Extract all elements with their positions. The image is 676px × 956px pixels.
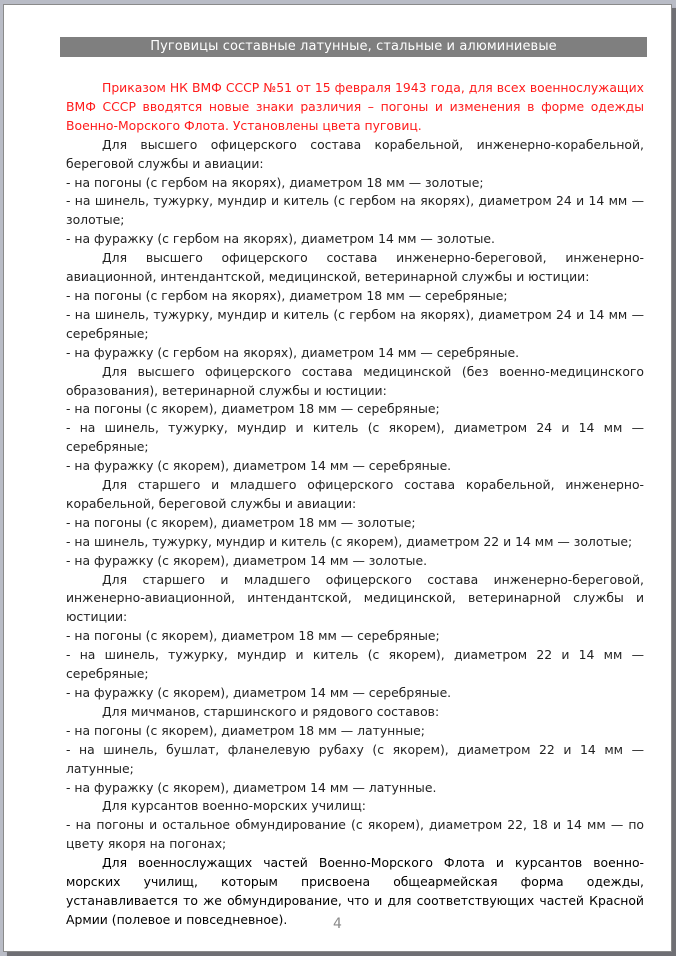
list-item: - на шинель, тужурку, мундир и китель (с якорем), диаметром 24 и 14 мм — серебряные; xyxy=(66,420,644,455)
section-heading: Для высшего офицерского состава инженерно-береговой, инженерно-авиационной, интендантской, медицинской, ветеринарной службы и юстиции: xyxy=(66,250,644,285)
list-item: - на фуражку (с якорем), диаметром 14 мм — золотые. xyxy=(66,552,428,568)
section-2 xyxy=(66,249,644,362)
list-item: - на фуражку (с якорем), диаметром 14 мм — латунные. xyxy=(66,779,437,795)
section-header-bar xyxy=(60,37,647,57)
section-1 xyxy=(66,136,644,249)
list-item: - на шинель, тужурку, мундир и китель (с гербом на якорях), диаметром 24 и 14 мм — серебряные; xyxy=(66,306,644,341)
closing-paragraph: Для военнослужащих частей Военно-Морского Флота и курсантов военно-морских училищ, которым присвоена общеармейская форма одежды, устанавливается то же обмундирование, что и для соответствующих частей Красной Армии (полевое и повседневное). xyxy=(66,855,644,927)
section-heading: Для мичманов, старшинского и рядового составов: xyxy=(102,703,440,719)
section-5 xyxy=(66,571,644,703)
list-item: - на шинель, тужурку, мундир и китель (с якорем), диаметром 22 и 14 мм — золотые; xyxy=(66,533,633,549)
section-heading: Для курсантов военно-морских училищ: xyxy=(102,798,366,814)
list-item: - на шинель, тужурку, мундир и китель (с якорем), диаметром 22 и 14 мм — серебряные; xyxy=(66,647,644,682)
section-3 xyxy=(66,363,644,476)
section-6 xyxy=(66,703,644,798)
list-item: - на погоны (с якорем), диаметром 18 мм — серебряные; xyxy=(66,401,440,417)
section-title: Пуговицы составные латунные, стальные и алюминиевые xyxy=(150,39,557,54)
document-page xyxy=(3,4,672,952)
document-body xyxy=(66,79,644,930)
section-7 xyxy=(66,797,644,854)
list-item: - на фуражку (с якорем), диаметром 14 мм — серебряные. xyxy=(66,685,452,700)
intro-paragraph: Приказом НК ВМФ СССР №51 от 15 февраля 1943 года, для всех военнослужащих ВМФ СССР вводятся новые знаки различия – погоны и изменения в форме одежды Военно-Морского Флота. Установлены цвета пуговиц. xyxy=(66,80,644,133)
list-item: - на погоны (с якорем), диаметром 18 мм — золотые; xyxy=(66,514,416,530)
list-item: - на погоны (с гербом на якорях), диаметром 18 мм — серебряные; xyxy=(66,287,508,303)
section-heading: Для высшего офицерского состава корабельной, инженерно-корабельной, береговой службы и авиации: xyxy=(66,136,644,171)
list-item: - на погоны (с гербом на якорях), диаметром 18 мм — золотые; xyxy=(66,174,484,190)
section-heading: Для старшего и младшего офицерского состава инженерно-береговой, инженерно-авиационной, интендантской, медицинской, ветеринарной службы и юстиции: xyxy=(66,571,644,625)
list-item: - на погоны (с якорем), диаметром 18 мм — латунные; xyxy=(66,722,425,738)
list-item: - на погоны (с якорем), диаметром 18 мм — серебряные; xyxy=(66,628,440,644)
section-heading: Для высшего офицерского состава медицинской (без военно-медицинского образования), ветеринарной службы и юстиции: xyxy=(66,363,644,398)
list-item: - на фуражку (с якорем), диаметром 14 мм — серебряные. xyxy=(66,458,452,474)
list-item: - на погоны и остальное обмундирование (с якорем), диаметром 22, 18 и 14 мм — по цвету якоря на погонах; xyxy=(66,817,644,852)
list-item: - на фуражку (с гербом на якорях), диаметром 14 мм — золотые. xyxy=(66,231,495,247)
list-item: - на шинель, тужурку, мундир и китель (с гербом на якорях), диаметром 24 и 14 мм — золотые; xyxy=(66,193,644,228)
list-item: - на фуражку (с гербом на якорях), диаметром 14 мм — серебряные. xyxy=(66,344,520,360)
section-4 xyxy=(66,476,644,571)
list-item: - на шинель, бушлат, фланелевую рубаху (с якорем), диаметром 22 и 14 мм — латунные; xyxy=(66,741,644,776)
page-number: 4 xyxy=(333,916,342,932)
section-heading: Для старшего и младшего офицерского состава корабельной, инженерно-корабельной, береговой службы и авиации: xyxy=(66,477,644,511)
